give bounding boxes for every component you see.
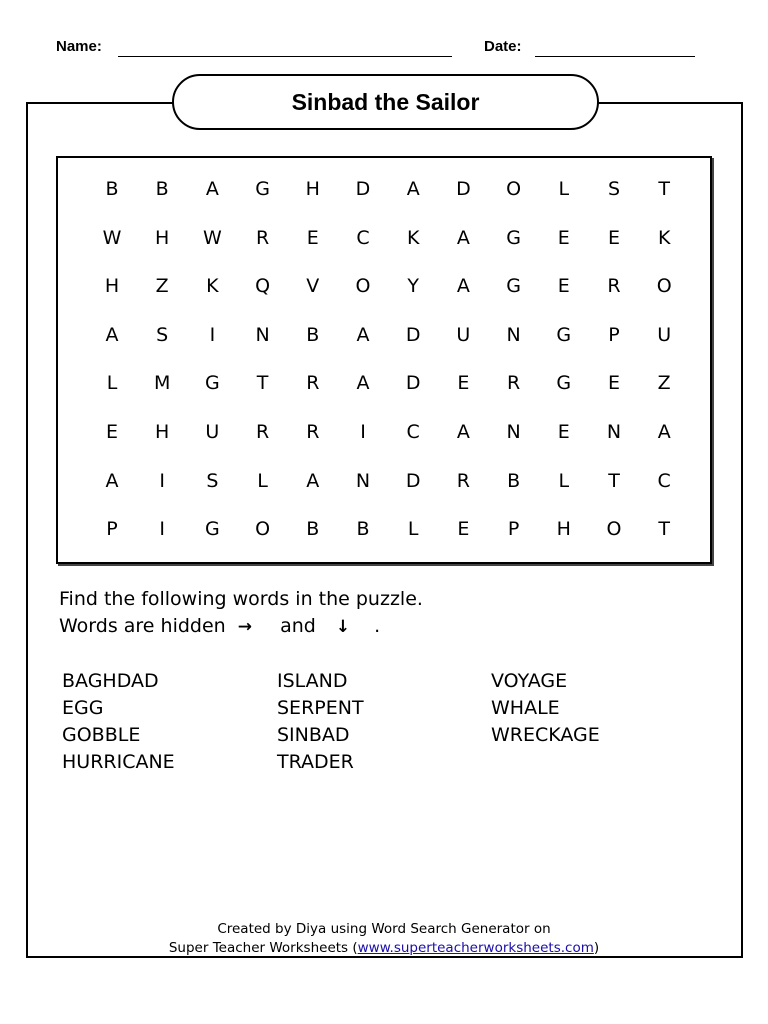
- grid-letter: E: [457, 518, 470, 541]
- grid-letter: S: [206, 469, 219, 492]
- grid-letter: K: [206, 275, 219, 298]
- grid-letter: O: [506, 178, 522, 200]
- grid-letter: G: [556, 372, 572, 395]
- grid-row: [58, 514, 710, 544]
- grid-letter: L: [106, 372, 118, 395]
- word-list-item: WRECKAGE: [491, 724, 600, 746]
- grid-letter: S: [607, 178, 621, 200]
- grid-letter: A: [406, 178, 420, 200]
- instruction-and: and: [280, 615, 316, 637]
- grid-letter: I: [209, 323, 216, 346]
- word-list-item: HURRICANE: [62, 751, 175, 773]
- grid-letter: N: [506, 421, 521, 443]
- grid-letter: P: [507, 518, 520, 541]
- word-list-item: GOBBLE: [62, 724, 141, 746]
- grid-letter: D: [456, 178, 471, 200]
- footer-website-link[interactable]: www.superteacherworksheets.com: [357, 940, 594, 956]
- grid-letter: A: [306, 469, 320, 492]
- grid-letter: A: [356, 372, 370, 395]
- grid-letter: R: [456, 469, 470, 492]
- grid-row: [58, 223, 710, 253]
- grid-letter: T: [658, 178, 670, 200]
- grid-letter: H: [155, 421, 170, 443]
- arrow-right-icon: →: [237, 617, 253, 637]
- grid-letter: H: [155, 226, 170, 249]
- grid-letter: E: [607, 226, 620, 249]
- grid-letter: G: [205, 518, 220, 541]
- grid-letter: N: [606, 421, 622, 443]
- grid-letter: O: [355, 275, 371, 298]
- word-list-item: WHALE: [491, 697, 560, 719]
- grid-letter: Z: [657, 372, 671, 395]
- grid-letter: T: [658, 518, 670, 541]
- grid-letter: H: [556, 518, 571, 541]
- grid-letter: B: [155, 178, 169, 200]
- grid-letter: U: [456, 323, 471, 346]
- grid-letter: O: [606, 518, 622, 541]
- grid-row: [58, 368, 710, 398]
- grid-letter: W: [202, 226, 222, 249]
- grid-letter: R: [607, 275, 621, 298]
- grid-letter: P: [106, 518, 118, 541]
- grid-row: [58, 320, 710, 350]
- instruction-line-1: Find the following words in the puzzle.: [59, 588, 423, 610]
- instruction-line-2: [59, 615, 380, 637]
- grid-letter: E: [557, 226, 570, 249]
- grid-letter: N: [506, 323, 521, 346]
- grid-letter: H: [104, 275, 120, 298]
- word-list-item: ISLAND: [277, 670, 348, 692]
- grid-row: [58, 417, 710, 447]
- date-blank-line: [535, 56, 695, 57]
- grid-letter: D: [355, 178, 371, 200]
- title-banner: [172, 74, 599, 130]
- arrow-down-icon: ↓: [335, 617, 351, 637]
- name-label: Name:: [56, 38, 102, 55]
- grid-letter: C: [406, 421, 420, 443]
- footer-source-suffix: ): [593, 940, 600, 956]
- grid-letter: E: [105, 421, 118, 443]
- grid-letter: G: [255, 178, 270, 200]
- grid-letter: B: [306, 518, 320, 541]
- word-list-item: BAGHDAD: [62, 670, 159, 692]
- instruction-prefix: Words are hidden: [59, 615, 226, 637]
- grid-letter: C: [356, 226, 370, 249]
- grid-letter: I: [360, 421, 366, 443]
- grid-letter: O: [656, 275, 672, 298]
- grid-letter: U: [205, 421, 220, 443]
- grid-letter: M: [153, 372, 171, 395]
- grid-letter: L: [407, 518, 419, 541]
- footer-source-line: [0, 940, 768, 956]
- grid-letter: A: [105, 469, 119, 492]
- word-search-grid: [56, 156, 712, 564]
- footer-source-prefix: Super Teacher Worksheets (: [168, 940, 358, 956]
- grid-row: [58, 271, 710, 301]
- grid-letter: R: [506, 372, 521, 395]
- footer-credit-line: Created by Diya using Word Search Generator on: [217, 921, 551, 937]
- grid-row: [58, 466, 710, 496]
- instruction-period: .: [374, 615, 381, 637]
- word-list-item: TRADER: [277, 751, 354, 773]
- grid-letter: E: [607, 372, 620, 395]
- grid-letter: R: [306, 421, 320, 443]
- grid-letter: G: [556, 323, 572, 346]
- grid-letter: N: [255, 323, 270, 346]
- grid-letter: D: [405, 323, 421, 346]
- grid-row: [58, 174, 710, 204]
- name-blank-line: [118, 56, 452, 57]
- grid-letter: D: [405, 372, 421, 395]
- grid-letter: Y: [407, 275, 419, 298]
- word-list-item: SERPENT: [277, 697, 364, 719]
- word-list-item: VOYAGE: [491, 670, 568, 692]
- grid-letter: I: [159, 469, 165, 492]
- grid-letter: A: [456, 226, 470, 249]
- grid-letter: E: [457, 372, 470, 395]
- grid-letter: A: [657, 421, 671, 443]
- grid-letter: G: [506, 275, 521, 298]
- grid-letter: H: [305, 178, 320, 200]
- grid-letter: E: [306, 226, 319, 249]
- grid-letter: K: [406, 226, 420, 249]
- grid-letter: O: [255, 518, 271, 541]
- grid-letter: Q: [255, 275, 271, 298]
- grid-letter: B: [306, 323, 320, 346]
- grid-letter: A: [456, 421, 470, 443]
- grid-letter: P: [608, 323, 620, 346]
- grid-letter: A: [205, 178, 219, 200]
- word-list-item: SINBAD: [277, 724, 350, 746]
- grid-letter: K: [657, 226, 671, 249]
- grid-letter: B: [105, 178, 119, 200]
- grid-letter: E: [557, 421, 570, 443]
- grid-letter: A: [456, 275, 470, 298]
- grid-letter: L: [558, 178, 570, 200]
- grid-letter: V: [306, 275, 320, 298]
- grid-letter: I: [159, 518, 165, 541]
- grid-letter: L: [257, 469, 268, 492]
- grid-letter: C: [657, 469, 671, 492]
- grid-letter: R: [306, 372, 320, 395]
- grid-letter: A: [356, 323, 370, 346]
- page-title: Sinbad the Sailor: [291, 88, 480, 115]
- grid-letter: D: [405, 469, 421, 492]
- grid-letter: B: [507, 469, 521, 492]
- grid-letter: L: [558, 469, 570, 492]
- grid-letter: Z: [155, 275, 169, 298]
- grid-letter: T: [256, 372, 269, 395]
- grid-letter: A: [105, 323, 119, 346]
- grid-letter: R: [255, 226, 270, 249]
- grid-letter: S: [156, 323, 169, 346]
- grid-letter: E: [557, 275, 570, 298]
- grid-letter: G: [506, 226, 521, 249]
- grid-letter: N: [355, 469, 371, 492]
- grid-letter: G: [205, 372, 220, 395]
- word-list-item: EGG: [62, 697, 104, 719]
- grid-letter: T: [608, 469, 620, 492]
- date-label: Date:: [484, 38, 522, 55]
- grid-letter: R: [255, 421, 270, 443]
- grid-letter: B: [356, 518, 370, 541]
- grid-letter: U: [657, 323, 672, 346]
- grid-letter: W: [102, 226, 122, 249]
